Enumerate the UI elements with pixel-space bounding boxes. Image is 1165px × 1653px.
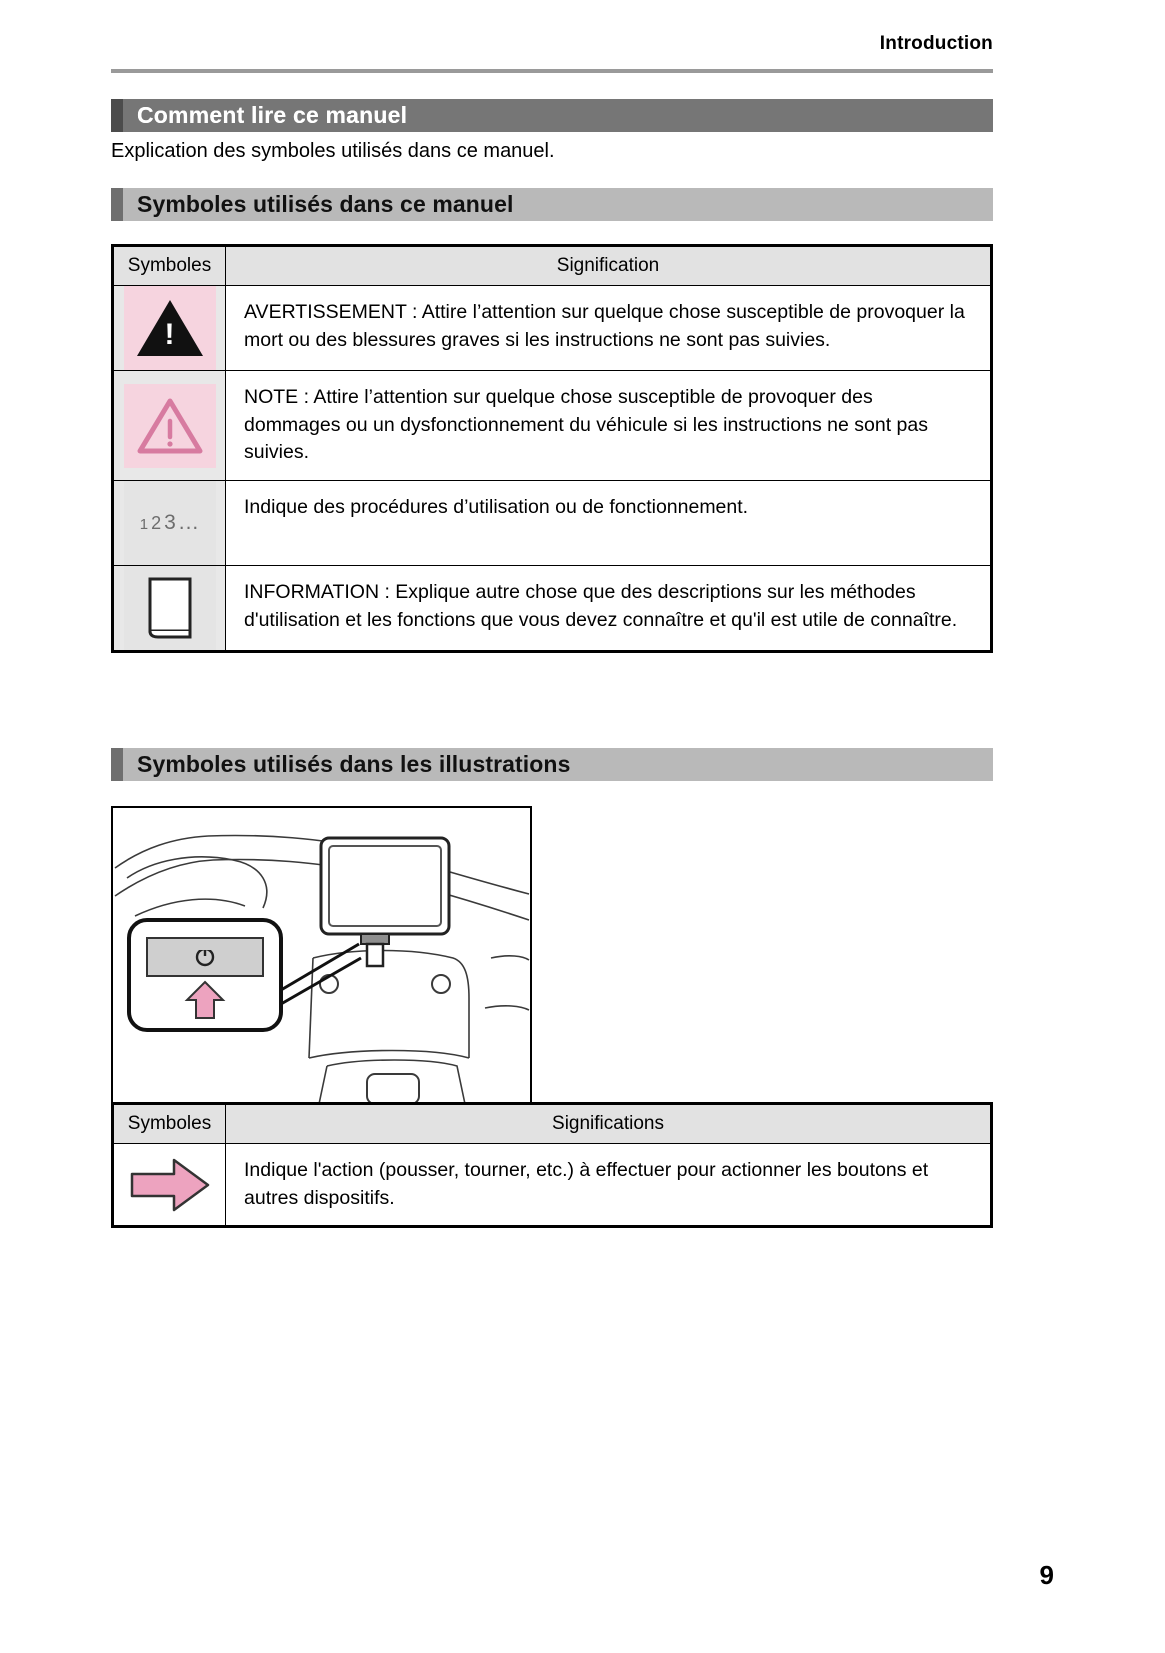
table-header-row <box>114 247 991 286</box>
table-row <box>114 566 991 651</box>
intro-paragraph: Explication des symboles utilisés dans ce manuel. <box>111 140 555 162</box>
symbol-cell-information <box>114 566 226 651</box>
symbol-cell-steps <box>114 481 226 566</box>
section-banner-label: Symboles utilisés dans les illustrations <box>137 751 571 777</box>
meaning-cell-steps: Indique des procédures d’utilisation ou de fonctionnement. <box>226 481 991 566</box>
column-header-meanings: Significations <box>226 1105 991 1144</box>
meaning-cell-action-arrow: Indique l'action (pousser, tourner, etc.) à effectuer pour actionner les boutons et autres dispositifs. <box>226 1144 991 1226</box>
book-icon <box>124 566 216 650</box>
symbol-cell-action-arrow <box>114 1144 226 1226</box>
symbol-wrapper <box>114 566 225 650</box>
table-row <box>114 286 991 371</box>
section-banner-symbols-illustrations <box>111 748 993 781</box>
section-banner-label: Symboles utilisés dans ce manuel <box>137 191 514 217</box>
pink-right-arrow-icon <box>126 1154 214 1216</box>
header-divider <box>111 69 993 73</box>
symbol-wrapper <box>114 1154 225 1216</box>
symbol-wrapper <box>114 384 225 468</box>
symbol-cell-warning <box>114 286 226 371</box>
numbered-steps-icon <box>124 481 216 565</box>
section-banner-how-to-read <box>111 99 993 132</box>
banner-accent-bar <box>111 188 123 221</box>
table-header-row <box>114 1105 991 1144</box>
page-header: Introduction <box>879 33 993 54</box>
column-header-symbols: Symboles <box>114 1105 226 1144</box>
section-banner-label: Comment lire ce manuel <box>137 102 408 128</box>
table-row <box>114 481 991 566</box>
meaning-cell-note: NOTE : Attire l’attention sur quelque chose susceptible de provoquer des dommages ou un dysfonctionnement du véhicule si les instructions ne sont pas suivies. <box>226 371 991 481</box>
dashboard-illustration <box>111 806 532 1108</box>
column-header-meaning: Signification <box>226 247 991 286</box>
column-header-symbols: Symboles <box>114 247 226 286</box>
warning-triangle-solid-icon: ! <box>124 286 216 370</box>
numbered-steps-label: 1 2 3 ... <box>139 511 200 535</box>
caution-triangle-outline-icon <box>124 384 216 468</box>
symbol-wrapper <box>114 481 225 565</box>
symbols-manual-table <box>111 244 993 653</box>
section-banner-symbols-manual <box>111 188 993 221</box>
table-row <box>114 371 991 481</box>
banner-accent-bar <box>111 748 123 781</box>
meaning-cell-information: INFORMATION : Explique autre chose que des descriptions sur les méthodes d'utilisation et les fonctions que vous devez connaître et qu'il est utile de connaître. <box>226 566 991 651</box>
symbol-wrapper <box>114 286 225 370</box>
symbol-cell-note <box>114 371 226 481</box>
meaning-cell-warning: AVERTISSEMENT : Attire l’attention sur quelque chose susceptible de provoquer la mort ou des blessures graves si les instructions ne sont pas suivies. <box>226 286 991 371</box>
symbols-illustrations-table <box>111 1102 993 1228</box>
banner-accent-bar <box>111 99 123 132</box>
page-number: 9 <box>1039 1560 1054 1590</box>
table-row <box>114 1144 991 1226</box>
